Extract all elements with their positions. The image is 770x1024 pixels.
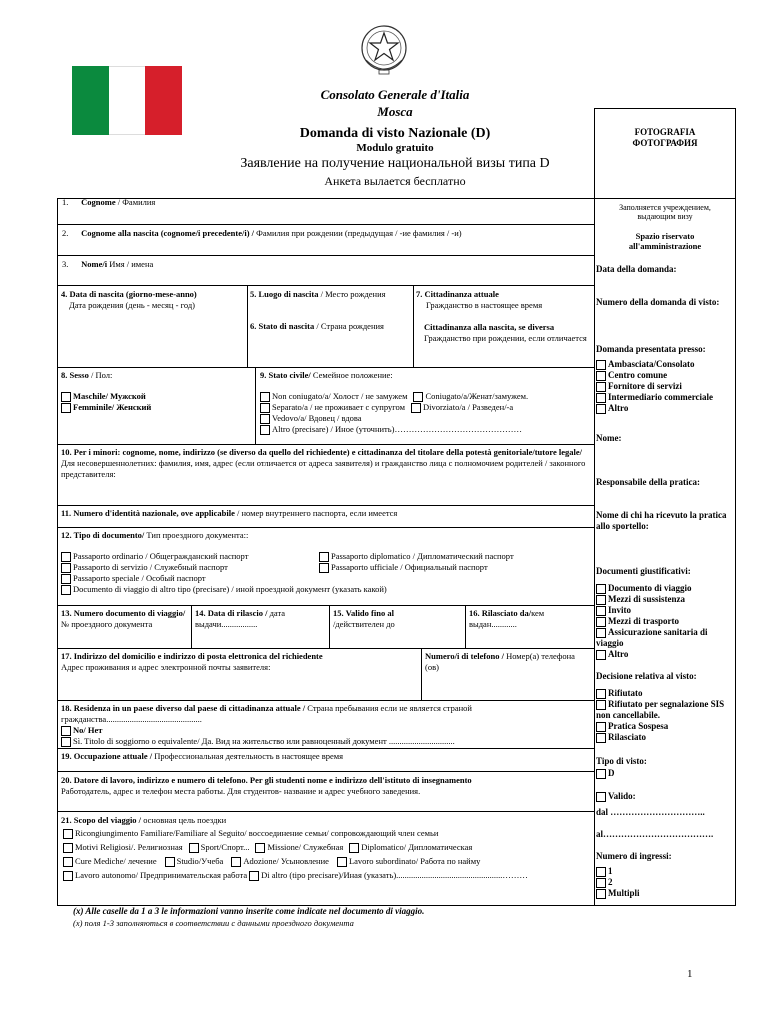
submitted-option[interactable]: Centro comune <box>596 370 736 381</box>
field-5-place-of-birth[interactable]: 5. Luogo di nascita / Место рождения <box>250 289 386 299</box>
checkbox-icon[interactable] <box>596 628 606 638</box>
checkbox-icon[interactable] <box>189 843 199 853</box>
checkbox-icon[interactable] <box>596 404 606 414</box>
checkbox-icon[interactable] <box>596 769 606 779</box>
entry-option[interactable]: 2 <box>596 877 640 888</box>
field-11-national-id[interactable]: 11. Numero d'identità nazionale, ove applicabile / номер внутреннего паспорта, если имеется <box>61 508 398 518</box>
doc-option[interactable]: Altro <box>596 649 736 660</box>
entry-option[interactable]: Multipli <box>596 888 640 899</box>
doc-type-ordinary[interactable]: Passaporto ordinario / Общегражданский паспорт <box>61 551 319 562</box>
form-free-it: Modulo gratuito <box>356 142 434 154</box>
purpose-option-mission[interactable]: Missione/ Служебная <box>255 842 343 853</box>
doc-option[interactable]: Invito <box>596 605 736 616</box>
entry-option[interactable]: 1 <box>596 866 640 877</box>
valid-to: al………………………………. <box>596 829 714 839</box>
sex-option-male[interactable]: Maschile/ Мужской <box>61 391 251 402</box>
checkbox-icon[interactable] <box>231 857 241 867</box>
supporting-docs-label: Documenti giustificativi: <box>596 566 691 576</box>
field-12-document-type: 12. Tipo di documento/ Тип проездного документа:: Passaporto ordinario / Общегражданский паспорт Passaporto diplomatico / Дипломатический паспорт Passaporto di servizio / Служебный паспорт Passaporto ufficiale / Официальный паспорт Passaporto speciale / Особый паспорт Documento di viaggio di altro tipo (precisare) / иной проездной документ (указать какой) <box>61 530 589 595</box>
checkbox-icon[interactable] <box>61 552 71 562</box>
flag-green-stripe <box>72 66 109 135</box>
checkbox-icon[interactable] <box>337 857 347 867</box>
field-10-minors-guardian[interactable]: 10. Per i minori: cognome, nome, indirizzo (se diverso da quello del richiedente) e cittadinanza del titolare della potestà genitoriale/tutore legale/ Для несовершеннолетних: фамилия, имя, адрес (если отличается от адреса заявителя) и гражданство лица с полномочием родителей / законного представителя: <box>61 447 586 479</box>
checkbox-icon[interactable] <box>165 857 175 867</box>
checkbox-icon[interactable] <box>61 726 71 736</box>
checkbox-icon[interactable] <box>596 595 606 605</box>
doc-option[interactable]: Mezzi di sussistenza <box>596 594 736 605</box>
decision-label: Decisione relativa al visto: <box>596 671 697 681</box>
field-14-issue-date[interactable]: 14. Data di rilascio / дата выдачи................. <box>195 608 286 629</box>
checkbox-icon[interactable] <box>596 606 606 616</box>
checkbox-icon[interactable] <box>596 792 606 802</box>
checkbox-icon[interactable] <box>61 585 71 595</box>
footnote-it: (x) Alle caselle da 1 a 3 le informazioni vanno inserite come indicate nel documento di viaggio. <box>73 906 425 916</box>
doc-option[interactable]: Mezzi di trasporto <box>596 616 736 627</box>
checkbox-icon[interactable] <box>596 584 606 594</box>
field-7-birth-nationality[interactable]: Cittadinanza alla nascita, se diversa Гражданство при рождении, если отличается <box>424 322 587 343</box>
field-16-issued-by[interactable]: 16. Rilasciato da/кем выдан............ <box>469 608 545 629</box>
visa-type-option[interactable]: D <box>596 768 615 779</box>
civil-option-widowed[interactable]: Vedovo/a/ Вдовец / вдова <box>260 413 592 424</box>
doc-type-official[interactable]: Passaporto ufficiale / Официальный паспорт <box>319 562 488 573</box>
page-number: 1 <box>687 968 693 980</box>
form-title-it: Domanda di visto Nazionale (D) <box>299 126 491 141</box>
submitted-option[interactable]: Intermediario commerciale <box>596 392 736 403</box>
submitted-options <box>596 359 736 414</box>
submitted-at-label: Domanda presentata presso: <box>596 344 706 354</box>
doc-options <box>596 583 736 660</box>
checkbox-icon[interactable] <box>319 552 329 562</box>
field-6-country-of-birth[interactable]: 6. Stato di nascita / Страна рождения <box>250 321 384 331</box>
checkbox-icon[interactable] <box>596 650 606 660</box>
photo-label-ru: ФОТОГРАФИЯ <box>632 138 698 148</box>
field-17-phone[interactable]: Numero/i di telefono / Номер(а) телефона (ов) <box>425 651 575 672</box>
checkbox-icon[interactable] <box>260 414 270 424</box>
field-15-valid-until[interactable]: 15. Valido fino al /действителен до <box>333 608 395 629</box>
checkbox-icon[interactable] <box>61 392 71 402</box>
field-20-employer[interactable]: 20. Datore di lavoro, indirizzo e numero di telefono. Per gli studenti nome e indirizzo dell'istituto di insegnamento Работодатель, адрес и телефон места работы. Для студентов- название и адрес учебного заведения. <box>61 775 472 796</box>
purpose-option-sport[interactable]: Sport/Спорт... <box>189 842 250 853</box>
checkbox-icon[interactable] <box>63 857 73 867</box>
checkbox-icon[interactable] <box>61 574 71 584</box>
application-date-label: Data della domanda: <box>596 264 677 274</box>
checkbox-icon[interactable] <box>596 371 606 381</box>
checkbox-icon[interactable] <box>255 843 265 853</box>
italian-flag <box>72 66 182 135</box>
checkbox-icon[interactable] <box>61 563 71 573</box>
footnote-ru: (x) поля 1-3 заполняються в соответствии с данными проездного документа <box>73 918 354 928</box>
sex-option-female[interactable]: Femminile/ Женский <box>61 402 251 413</box>
checkbox-icon[interactable] <box>63 871 73 881</box>
checkbox-icon[interactable] <box>319 563 329 573</box>
field-1-surname[interactable]: 1. Cognome / Фамилия <box>62 197 156 207</box>
submitted-option[interactable]: Ambasciata/Consolato <box>596 359 736 370</box>
checkbox-icon[interactable] <box>596 878 606 888</box>
submitted-option[interactable]: Fornitore di servizi <box>596 381 736 392</box>
decision-option[interactable]: Rilasciato <box>596 732 736 743</box>
checkbox-icon[interactable] <box>596 889 606 899</box>
residence-option-yes[interactable]: Sì. Titolo di soggiorno o equivalente/ Да. Вид на жительство или равноценный документ ............................... <box>61 736 589 747</box>
purpose-option-medical[interactable]: Cure Mediche/ лечение <box>63 856 157 867</box>
residence-option-no[interactable]: No/ Нет <box>61 725 589 736</box>
admin-column <box>594 108 736 906</box>
valid-from: dal ………………………….. <box>596 807 705 817</box>
received-from-label: Nome di chi ha ricevuto la pratica allo sportello: <box>596 510 727 531</box>
checkbox-icon[interactable] <box>596 393 606 403</box>
decision-options <box>596 688 736 743</box>
field-18-residence: 18. Residenza in un paese diverso dal paese di cittadinanza attuale / Страна пребывания если не является страной гражданства............................................. No/ Нет Sì. Titolo di soggiorno o equivalente/ Да. Вид на жительство или равноценный документ ............................... <box>61 703 589 747</box>
purpose-option-diplomatic[interactable]: Diplomatico/ Дипломатическая <box>349 842 472 853</box>
civil-option-other[interactable]: Altro (precisare) / Иное (уточнить)……………………………………… <box>260 424 592 435</box>
field-13-document-number[interactable]: 13. Numero documento di viaggio/ № проездного документа <box>61 608 186 629</box>
purpose-option-self-employed[interactable]: Lavoro autonomo/ Предпринимательская работа <box>63 870 247 881</box>
field-7-current-nationality[interactable]: 7. Cittadinanza attuale Гражданство в настоящее время <box>416 289 543 310</box>
purpose-option-family[interactable]: Ricongiungimento Familiare/Familiare al Seguito/ воссоединение семьи/ сопровождающий член семьи <box>61 828 591 839</box>
decision-option[interactable]: Rifiutato per segnalazione SIS non cancellabile. <box>596 699 725 720</box>
field-9-civil-status: 9. Stato civile/ Семейное положение: Non coniugato/a/ Холост / не замужем Coniugato/a/Женат/замужем. Separato/a / не проживает с супругом Divorziato/a / Разведен/-а Vedovo/a/ Вдовец / вдова Altro (precisare) / Иное (уточнить)……………………………………… <box>260 370 592 435</box>
checkbox-icon[interactable] <box>61 737 71 747</box>
checkbox-icon[interactable] <box>596 867 606 877</box>
name-label: Nome: <box>596 433 622 443</box>
checkbox-icon[interactable] <box>413 392 423 402</box>
decision-option[interactable]: Rifiutato <box>596 688 736 699</box>
field-8-sex: 8. Sesso / Пол: Maschile/ Мужской Femminile/ Женский <box>61 370 251 413</box>
checkbox-icon[interactable] <box>596 700 606 710</box>
doc-option[interactable]: Assicurazione sanitaria di viaggio <box>596 627 708 648</box>
visa-type-label: Tipo di visto: <box>596 756 647 766</box>
checkbox-icon[interactable] <box>63 843 73 853</box>
checkbox-icon[interactable] <box>249 871 259 881</box>
purpose-option-religious[interactable]: Motivi Religiosi/. Религиозная <box>63 842 183 853</box>
form-free-ru: Анкета вылается бесплатно <box>324 174 466 188</box>
doc-type-diplomatic[interactable]: Passaporto diplomatico / Дипломатический паспорт <box>319 551 514 562</box>
purpose-option-adoption[interactable]: Adozione/ Усыновление <box>231 856 329 867</box>
entry-options <box>596 866 640 899</box>
purpose-option-employed[interactable]: Lavoro subordinato/ Работа по найму <box>337 856 480 867</box>
flag-red-stripe <box>145 66 182 135</box>
decision-option[interactable]: Pratica Sospesa <box>596 721 736 732</box>
field-3-first-names[interactable]: 3. Nome/i Имя / имена <box>62 259 154 269</box>
civil-option-separated[interactable]: Separato/a / не проживает с супругом <box>260 402 405 413</box>
flag-white-stripe <box>109 66 146 135</box>
civil-option-divorced[interactable]: Divorziato/a / Разведен/-а <box>411 402 513 413</box>
checkbox-icon[interactable] <box>61 403 71 413</box>
photo-label-it: FOTOGRAFIA <box>634 127 696 137</box>
doc-option[interactable]: Documento di viaggio <box>596 583 736 594</box>
checkbox-icon[interactable] <box>260 425 270 435</box>
consulate-name: Consolato Generale d'Italia <box>320 87 470 102</box>
checkbox-icon[interactable] <box>63 829 73 839</box>
checkbox-icon[interactable] <box>596 722 606 732</box>
field-2-birth-surname[interactable]: 2. Cognome alla nascita (cognome/i precedente/i) / Фамилия при рождении (предыдущая / -ие фамилия / -и) <box>62 228 462 238</box>
form-title-ru: Заявление на получение национальной визы типа D <box>240 156 550 171</box>
filled-by-note: Заполняется учреждением, выдающим визу <box>619 203 711 221</box>
purpose-option-other[interactable]: Di altro (tipo precisare)/Иная (указать)..................................................……… <box>249 870 528 881</box>
civil-option-single[interactable]: Non coniugato/a/ Холост / не замужем <box>260 391 407 402</box>
checkbox-icon[interactable] <box>349 843 359 853</box>
checkbox-icon[interactable] <box>260 403 270 413</box>
civil-option-married[interactable]: Coniugato/a/Женат/замужем. <box>413 391 528 402</box>
doc-type-service[interactable]: Passaporto di servizio / Служебный паспорт <box>61 562 319 573</box>
italian-emblem-icon <box>358 20 410 80</box>
checkbox-icon[interactable] <box>411 403 421 413</box>
checkbox-icon[interactable] <box>596 689 606 699</box>
checkbox-icon[interactable] <box>596 382 606 392</box>
field-19-occupation[interactable]: 19. Occupazione attuale / Профессиональная деятельность в настоящее время <box>61 751 344 761</box>
submitted-option[interactable]: Altro <box>596 403 736 414</box>
responsible-label: Responsabile della pratica: <box>596 477 701 487</box>
doc-type-special[interactable]: Passaporto speciale / Особый паспорт <box>61 573 589 584</box>
checkbox-icon[interactable] <box>260 392 270 402</box>
checkbox-icon[interactable] <box>596 360 606 370</box>
valid-option[interactable]: Valido: <box>596 791 636 802</box>
checkbox-icon[interactable] <box>596 617 606 627</box>
field-17-address-email[interactable]: 17. Indirizzo del domicilio e indirizzo di posta elettronica del richiedente Адрес проживания и адрес электронной почты заявителя: <box>61 651 323 672</box>
field-21-purpose: 21. Scopo del viaggio / основная цель поездки Ricongiungimento Familiare/Familiare al Seguito/ воссоединение семьи/ сопровождающий член семьи Motivi Religiosi/. Религиозная Sport/Спорт... Missione/ Служебная Diplomatico/ Дипломатическая Cure Mediche/ лечение Studio/Учеба Adozione/ Усыновление Lavoro subordinato/ Работа по найму Lavoro autonomo/ Предпринимательская работа Di altro (tipo precisare)/Иная (указать)..................................................……… <box>61 815 591 881</box>
application-number-label: Numero della domanda di visto: <box>596 297 720 307</box>
doc-type-other[interactable]: Documento di viaggio di altro tipo (precisare) / иной проездной документ (указать какой) <box>61 584 589 595</box>
entries-label: Numero di ingressi: <box>596 851 672 861</box>
purpose-option-study[interactable]: Studio/Учеба <box>165 856 224 867</box>
checkbox-icon[interactable] <box>596 733 606 743</box>
consulate-city: Mosca <box>377 104 413 119</box>
reserved-label: Spazio riservato all'amministrazione <box>628 231 702 251</box>
field-4-date-of-birth[interactable]: 4. Data di nascita (giorno-mese-anno) Дата рождения (день - месяц - год) <box>61 289 197 310</box>
